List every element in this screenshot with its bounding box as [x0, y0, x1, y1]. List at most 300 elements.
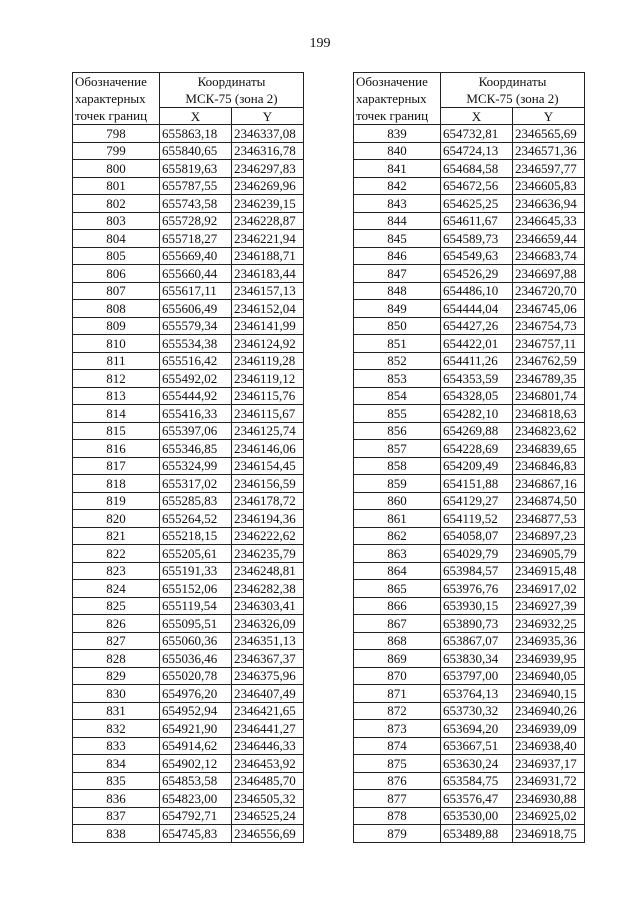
- point-number-cell: 816: [73, 440, 160, 458]
- y-coordinate-cell: 2346337,08: [232, 125, 304, 143]
- table-row: [73, 492, 304, 510]
- table-row: [354, 387, 585, 405]
- table-row: [354, 720, 585, 738]
- point-number-cell: 878: [354, 807, 441, 825]
- table-row: [73, 580, 304, 598]
- y-coordinate-cell: 2346407,49: [232, 685, 304, 703]
- table-row: [73, 510, 304, 528]
- y-coordinate-cell: 2346453,92: [232, 755, 304, 773]
- coords-header-line: МСК-75 (зона 2): [185, 91, 278, 106]
- x-coordinate-cell: 655317,02: [160, 475, 232, 493]
- table-row: [73, 667, 304, 685]
- point-number-cell: 826: [73, 615, 160, 633]
- point-number-cell: 852: [354, 352, 441, 370]
- table-row: [73, 177, 304, 195]
- y-coordinate-cell: 2346156,59: [232, 475, 304, 493]
- page-number: 199: [309, 36, 331, 51]
- table-row: [73, 650, 304, 668]
- table-row: [354, 597, 585, 615]
- x-coordinate-cell: 655444,92: [160, 387, 232, 405]
- table-row: [354, 702, 585, 720]
- x-coordinate-cell: 655579,34: [160, 317, 232, 335]
- x-coordinate-cell: 655397,06: [160, 422, 232, 440]
- x-coordinate-cell: 655606,49: [160, 300, 232, 318]
- table-row: [354, 125, 585, 143]
- y-coordinate-cell: 2346940,26: [513, 702, 585, 720]
- point-number-cell: 799: [73, 142, 160, 160]
- table-row: [73, 755, 304, 773]
- point-number-cell: 868: [354, 632, 441, 650]
- point-number-cell: 830: [73, 685, 160, 703]
- x-coordinate-cell: 653694,20: [441, 720, 513, 738]
- table-row: [73, 702, 304, 720]
- table-row: [73, 387, 304, 405]
- x-coordinate-cell: 653530,00: [441, 807, 513, 825]
- table-row: [354, 247, 585, 265]
- x-coordinate-cell: 654611,67: [441, 212, 513, 230]
- point-header-line: точек границ: [356, 108, 429, 123]
- point-number-cell: 809: [73, 317, 160, 335]
- x-coordinate-cell: 653489,88: [441, 825, 513, 843]
- x-coordinate-cell: 654684,58: [441, 160, 513, 178]
- y-coordinate-cell: 2346605,83: [513, 177, 585, 195]
- table-row: [354, 562, 585, 580]
- table-row: [73, 615, 304, 633]
- point-number-cell: 841: [354, 160, 441, 178]
- y-coordinate-cell: 2346940,15: [513, 685, 585, 703]
- y-coordinate-cell: 2346932,25: [513, 615, 585, 633]
- y-coordinate-cell: 2346183,44: [232, 265, 304, 283]
- table-row: [73, 737, 304, 755]
- table-row: [73, 230, 304, 248]
- x-coordinate-cell: 654914,62: [160, 737, 232, 755]
- point-number-cell: 867: [354, 615, 441, 633]
- table-row: [354, 440, 585, 458]
- x-column-header: X: [160, 108, 232, 125]
- x-coordinate-cell: 653584,75: [441, 772, 513, 790]
- x-coordinate-cell: 655060,36: [160, 632, 232, 650]
- point-number-cell: 843: [354, 195, 441, 213]
- point-number-cell: 876: [354, 772, 441, 790]
- point-number-cell: 825: [73, 597, 160, 615]
- y-column-header: Y: [232, 108, 304, 125]
- point-number-cell: 840: [354, 142, 441, 160]
- x-coordinate-cell: 654058,07: [441, 527, 513, 545]
- y-coordinate-cell: 2346178,72: [232, 492, 304, 510]
- table-row: [354, 142, 585, 160]
- x-coordinate-cell: 655218,15: [160, 527, 232, 545]
- table-row: [73, 825, 304, 843]
- y-coordinate-cell: 2346757,11: [513, 335, 585, 353]
- table-row: [354, 212, 585, 230]
- point-number-cell: 844: [354, 212, 441, 230]
- y-coordinate-cell: 2346877,53: [513, 510, 585, 528]
- y-coordinate-cell: 2346375,96: [232, 667, 304, 685]
- y-column-header: Y: [513, 108, 585, 125]
- table-row: [73, 632, 304, 650]
- y-coordinate-cell: 2346235,79: [232, 545, 304, 563]
- y-coordinate-cell: 2346940,05: [513, 667, 585, 685]
- y-coordinate-cell: 2346939,09: [513, 720, 585, 738]
- y-coordinate-cell: 2346188,71: [232, 247, 304, 265]
- x-coordinate-cell: 655205,61: [160, 545, 232, 563]
- point-number-cell: 832: [73, 720, 160, 738]
- x-coordinate-cell: 655152,06: [160, 580, 232, 598]
- y-coordinate-cell: 2346789,35: [513, 370, 585, 388]
- table-row: [73, 457, 304, 475]
- point-number-cell: 831: [73, 702, 160, 720]
- y-coordinate-cell: 2346659,44: [513, 230, 585, 248]
- table-row: [73, 545, 304, 563]
- table-row: [73, 772, 304, 790]
- table-row: [73, 247, 304, 265]
- y-coordinate-cell: 2346931,72: [513, 772, 585, 790]
- x-coordinate-cell: 654444,04: [441, 300, 513, 318]
- x-coordinate-cell: 654282,10: [441, 405, 513, 423]
- table-row: [354, 615, 585, 633]
- x-coordinate-cell: 653764,13: [441, 685, 513, 703]
- table-row: [354, 790, 585, 808]
- x-coordinate-cell: 655728,92: [160, 212, 232, 230]
- x-coordinate-cell: 654976,20: [160, 685, 232, 703]
- x-coordinate-cell: 654328,05: [441, 387, 513, 405]
- y-coordinate-cell: 2346525,24: [232, 807, 304, 825]
- table-row: [73, 195, 304, 213]
- table-row: [73, 562, 304, 580]
- point-designation-header: [73, 73, 160, 125]
- y-coordinate-cell: 2346239,15: [232, 195, 304, 213]
- y-coordinate-cell: 2346248,81: [232, 562, 304, 580]
- x-coordinate-cell: 654724,13: [441, 142, 513, 160]
- y-coordinate-cell: 2346303,41: [232, 597, 304, 615]
- table-row: [354, 177, 585, 195]
- y-coordinate-cell: 2346421,65: [232, 702, 304, 720]
- y-coordinate-cell: 2346754,73: [513, 317, 585, 335]
- y-coordinate-cell: 2346282,38: [232, 580, 304, 598]
- x-coordinate-cell: 655840,65: [160, 142, 232, 160]
- x-column-header: X: [441, 108, 513, 125]
- y-coordinate-cell: 2346927,39: [513, 597, 585, 615]
- y-coordinate-cell: 2346157,13: [232, 282, 304, 300]
- y-coordinate-cell: 2346505,32: [232, 790, 304, 808]
- y-coordinate-cell: 2346351,13: [232, 632, 304, 650]
- table-row: [73, 475, 304, 493]
- y-coordinate-cell: 2346597,77: [513, 160, 585, 178]
- point-number-cell: 866: [354, 597, 441, 615]
- x-coordinate-cell: 654902,12: [160, 755, 232, 773]
- x-coordinate-cell: 653576,47: [441, 790, 513, 808]
- x-coordinate-cell: 654792,71: [160, 807, 232, 825]
- y-coordinate-cell: 2346297,83: [232, 160, 304, 178]
- x-coordinate-cell: 653984,57: [441, 562, 513, 580]
- table-row: [354, 510, 585, 528]
- point-number-cell: 819: [73, 492, 160, 510]
- point-number-cell: 839: [354, 125, 441, 143]
- y-coordinate-cell: 2346925,02: [513, 807, 585, 825]
- y-coordinate-cell: 2346937,17: [513, 755, 585, 773]
- y-coordinate-cell: 2346720,70: [513, 282, 585, 300]
- x-coordinate-cell: 653830,34: [441, 650, 513, 668]
- table-row: [73, 440, 304, 458]
- point-number-cell: 875: [354, 755, 441, 773]
- point-number-cell: 829: [73, 667, 160, 685]
- x-coordinate-cell: 655036,46: [160, 650, 232, 668]
- point-number-cell: 814: [73, 405, 160, 423]
- x-coordinate-cell: 654732,81: [441, 125, 513, 143]
- point-number-cell: 833: [73, 737, 160, 755]
- table-row: [73, 790, 304, 808]
- coords-header-line: Координаты: [478, 74, 547, 89]
- table-row: [354, 475, 585, 493]
- y-coordinate-cell: 2346141,99: [232, 317, 304, 335]
- coordinates-table-right: [353, 72, 585, 843]
- table-row: [354, 650, 585, 668]
- x-coordinate-cell: 655743,58: [160, 195, 232, 213]
- point-number-cell: 803: [73, 212, 160, 230]
- x-coordinate-cell: 655863,18: [160, 125, 232, 143]
- x-coordinate-cell: 655660,44: [160, 265, 232, 283]
- x-coordinate-cell: 654745,83: [160, 825, 232, 843]
- y-coordinate-cell: 2346221,94: [232, 230, 304, 248]
- x-coordinate-cell: 654228,69: [441, 440, 513, 458]
- point-number-cell: 827: [73, 632, 160, 650]
- y-coordinate-cell: 2346446,33: [232, 737, 304, 755]
- coordinates-table-left: [72, 72, 304, 843]
- table-row: [73, 597, 304, 615]
- table-row: [73, 335, 304, 353]
- point-number-cell: 800: [73, 160, 160, 178]
- point-number-cell: 821: [73, 527, 160, 545]
- point-number-cell: 838: [73, 825, 160, 843]
- y-coordinate-cell: 2346194,36: [232, 510, 304, 528]
- point-number-cell: 849: [354, 300, 441, 318]
- table-row: [73, 527, 304, 545]
- y-coordinate-cell: 2346918,75: [513, 825, 585, 843]
- point-number-cell: 872: [354, 702, 441, 720]
- y-coordinate-cell: 2346485,70: [232, 772, 304, 790]
- table-row: [354, 195, 585, 213]
- point-designation-header: [354, 73, 441, 125]
- y-coordinate-cell: 2346697,88: [513, 265, 585, 283]
- point-number-cell: 859: [354, 475, 441, 493]
- point-number-cell: 850: [354, 317, 441, 335]
- y-coordinate-cell: 2346152,04: [232, 300, 304, 318]
- y-coordinate-cell: 2346745,06: [513, 300, 585, 318]
- x-coordinate-cell: 655669,40: [160, 247, 232, 265]
- y-coordinate-cell: 2346935,36: [513, 632, 585, 650]
- table-row: [73, 317, 304, 335]
- y-coordinate-cell: 2346222,62: [232, 527, 304, 545]
- table-row: [354, 457, 585, 475]
- point-number-cell: 822: [73, 545, 160, 563]
- point-number-cell: 874: [354, 737, 441, 755]
- point-number-cell: 854: [354, 387, 441, 405]
- x-coordinate-cell: 655819,63: [160, 160, 232, 178]
- x-coordinate-cell: 653797,00: [441, 667, 513, 685]
- table-row: [73, 212, 304, 230]
- y-coordinate-cell: 2346645,33: [513, 212, 585, 230]
- x-coordinate-cell: 655324,99: [160, 457, 232, 475]
- point-number-cell: 805: [73, 247, 160, 265]
- point-number-cell: 861: [354, 510, 441, 528]
- coords-header-line: МСК-75 (зона 2): [466, 91, 559, 106]
- y-coordinate-cell: 2346571,36: [513, 142, 585, 160]
- point-number-cell: 877: [354, 790, 441, 808]
- table-row: [354, 352, 585, 370]
- point-number-cell: 870: [354, 667, 441, 685]
- table-row: [73, 125, 304, 143]
- table-row: [354, 632, 585, 650]
- point-number-cell: 817: [73, 457, 160, 475]
- x-coordinate-cell: 653667,51: [441, 737, 513, 755]
- x-coordinate-cell: 654119,52: [441, 510, 513, 528]
- point-number-cell: 811: [73, 352, 160, 370]
- y-coordinate-cell: 2346119,28: [232, 352, 304, 370]
- table-row: [73, 142, 304, 160]
- point-header-line: характерных: [75, 91, 146, 106]
- y-coordinate-cell: 2346556,69: [232, 825, 304, 843]
- y-coordinate-cell: 2346146,06: [232, 440, 304, 458]
- point-number-cell: 860: [354, 492, 441, 510]
- y-coordinate-cell: 2346874,50: [513, 492, 585, 510]
- x-coordinate-cell: 655492,02: [160, 370, 232, 388]
- x-coordinate-cell: 654549,63: [441, 247, 513, 265]
- point-number-cell: 812: [73, 370, 160, 388]
- y-coordinate-cell: 2346762,59: [513, 352, 585, 370]
- table-row: [354, 755, 585, 773]
- table-row: [73, 160, 304, 178]
- x-coordinate-cell: 655718,27: [160, 230, 232, 248]
- point-number-cell: 853: [354, 370, 441, 388]
- table-row: [354, 160, 585, 178]
- y-coordinate-cell: 2346269,96: [232, 177, 304, 195]
- y-coordinate-cell: 2346115,67: [232, 405, 304, 423]
- table-row: [354, 545, 585, 563]
- point-number-cell: 820: [73, 510, 160, 528]
- table-body: [354, 125, 585, 843]
- point-number-cell: 834: [73, 755, 160, 773]
- x-coordinate-cell: 653730,32: [441, 702, 513, 720]
- table-body: [73, 125, 304, 843]
- x-coordinate-cell: 654625,25: [441, 195, 513, 213]
- point-number-cell: 836: [73, 790, 160, 808]
- point-number-cell: 856: [354, 422, 441, 440]
- y-coordinate-cell: 2346867,16: [513, 475, 585, 493]
- point-header-line: Обозначение: [75, 74, 147, 89]
- y-coordinate-cell: 2346565,69: [513, 125, 585, 143]
- y-coordinate-cell: 2346939,95: [513, 650, 585, 668]
- point-number-cell: 823: [73, 562, 160, 580]
- table-row: [354, 527, 585, 545]
- coordinates-header: [160, 73, 304, 108]
- table-row: [354, 300, 585, 318]
- point-number-cell: 857: [354, 440, 441, 458]
- y-coordinate-cell: 2346839,65: [513, 440, 585, 458]
- point-header-line: характерных: [356, 91, 427, 106]
- point-number-cell: 863: [354, 545, 441, 563]
- x-coordinate-cell: 655020,78: [160, 667, 232, 685]
- x-coordinate-cell: 654029,79: [441, 545, 513, 563]
- point-number-cell: 806: [73, 265, 160, 283]
- y-coordinate-cell: 2346367,37: [232, 650, 304, 668]
- table-row: [354, 370, 585, 388]
- table-row: [73, 685, 304, 703]
- x-coordinate-cell: 655416,33: [160, 405, 232, 423]
- x-coordinate-cell: 653976,76: [441, 580, 513, 598]
- table-row: [354, 317, 585, 335]
- x-coordinate-cell: 655285,83: [160, 492, 232, 510]
- y-coordinate-cell: 2346441,27: [232, 720, 304, 738]
- table-row: [73, 807, 304, 825]
- point-number-cell: 798: [73, 125, 160, 143]
- table-row: [354, 492, 585, 510]
- y-coordinate-cell: 2346917,02: [513, 580, 585, 598]
- y-coordinate-cell: 2346823,62: [513, 422, 585, 440]
- table-row: [73, 282, 304, 300]
- y-coordinate-cell: 2346938,40: [513, 737, 585, 755]
- table-row: [354, 807, 585, 825]
- point-number-cell: 813: [73, 387, 160, 405]
- x-coordinate-cell: 654411,26: [441, 352, 513, 370]
- point-number-cell: 842: [354, 177, 441, 195]
- x-coordinate-cell: 655191,33: [160, 562, 232, 580]
- x-coordinate-cell: 654823,00: [160, 790, 232, 808]
- table-row: [354, 335, 585, 353]
- point-number-cell: 864: [354, 562, 441, 580]
- point-number-cell: 824: [73, 580, 160, 598]
- point-number-cell: 858: [354, 457, 441, 475]
- table-row: [73, 370, 304, 388]
- x-coordinate-cell: 654486,10: [441, 282, 513, 300]
- point-number-cell: 873: [354, 720, 441, 738]
- point-number-cell: 845: [354, 230, 441, 248]
- y-coordinate-cell: 2346846,83: [513, 457, 585, 475]
- x-coordinate-cell: 654952,94: [160, 702, 232, 720]
- point-number-cell: 815: [73, 422, 160, 440]
- x-coordinate-cell: 655095,51: [160, 615, 232, 633]
- point-number-cell: 848: [354, 282, 441, 300]
- table-row: [73, 352, 304, 370]
- point-number-cell: 865: [354, 580, 441, 598]
- table-row: [354, 405, 585, 423]
- table-row: [354, 667, 585, 685]
- point-number-cell: 871: [354, 685, 441, 703]
- table-row: [354, 737, 585, 755]
- y-coordinate-cell: 2346930,88: [513, 790, 585, 808]
- x-coordinate-cell: 655534,38: [160, 335, 232, 353]
- point-number-cell: 851: [354, 335, 441, 353]
- coordinates-header: [441, 73, 585, 108]
- point-number-cell: 801: [73, 177, 160, 195]
- x-coordinate-cell: 655264,52: [160, 510, 232, 528]
- y-coordinate-cell: 2346905,79: [513, 545, 585, 563]
- point-number-cell: 802: [73, 195, 160, 213]
- x-coordinate-cell: 655617,11: [160, 282, 232, 300]
- y-coordinate-cell: 2346683,74: [513, 247, 585, 265]
- point-number-cell: 869: [354, 650, 441, 668]
- point-number-cell: 862: [354, 527, 441, 545]
- table-row: [73, 300, 304, 318]
- point-number-cell: 818: [73, 475, 160, 493]
- point-number-cell: 879: [354, 825, 441, 843]
- y-coordinate-cell: 2346801,74: [513, 387, 585, 405]
- x-coordinate-cell: 654151,88: [441, 475, 513, 493]
- point-number-cell: 847: [354, 265, 441, 283]
- table-row: [354, 230, 585, 248]
- y-coordinate-cell: 2346326,09: [232, 615, 304, 633]
- y-coordinate-cell: 2346154,45: [232, 457, 304, 475]
- x-coordinate-cell: 653867,07: [441, 632, 513, 650]
